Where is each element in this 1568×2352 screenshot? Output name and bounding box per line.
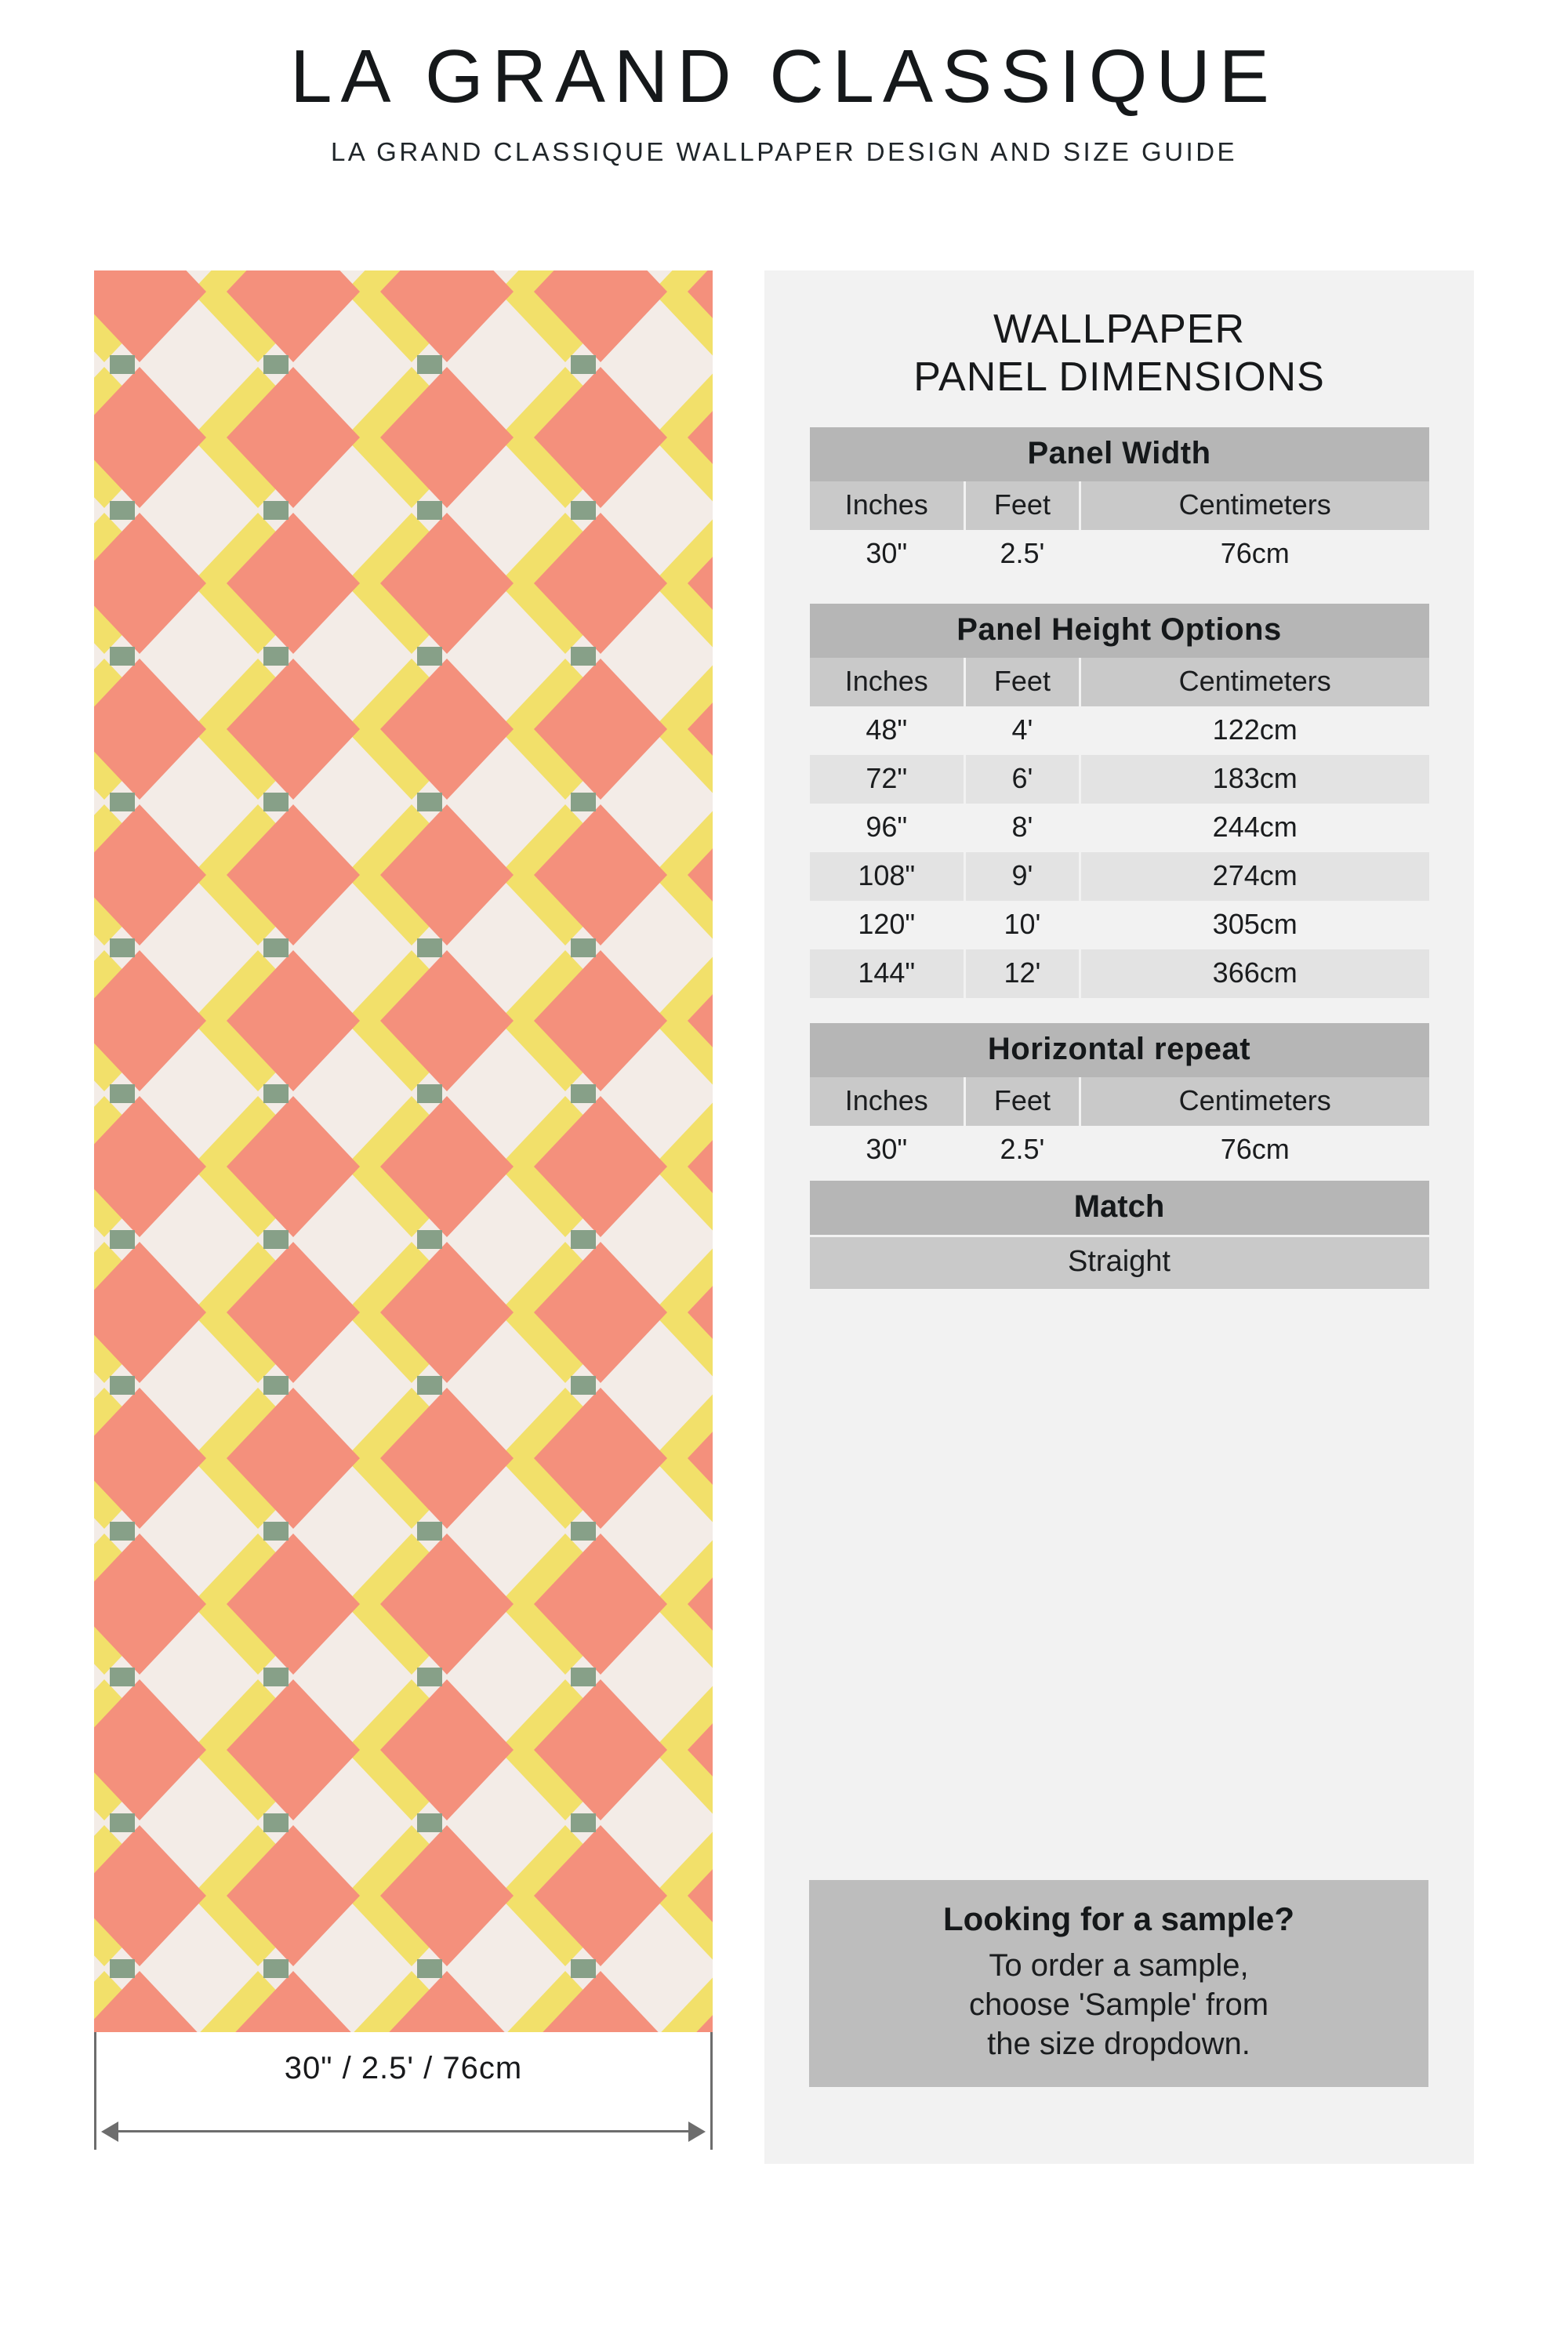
table-row <box>810 901 1429 949</box>
table-column-headers <box>810 658 1429 706</box>
swatch-width-dimension <box>94 2032 713 2150</box>
cell-inches: 48" <box>866 713 908 746</box>
table-row <box>810 949 1429 998</box>
column-header-feet: Feet <box>966 658 1079 706</box>
panel-width-table <box>810 427 1429 579</box>
match-heading: Match <box>810 1181 1429 1235</box>
column-header-feet: Feet <box>966 481 1079 530</box>
cell-feet: 9' <box>966 852 1079 901</box>
dimensions-info-panel <box>764 270 1474 2164</box>
cell-feet: 2.5' <box>1000 1132 1045 1165</box>
column-header-inches: Inches <box>810 481 964 530</box>
table-row <box>810 755 1429 804</box>
cell-inches: 72" <box>810 755 964 804</box>
cell-centimeters: 366cm <box>1081 949 1429 998</box>
cell-centimeters: 76cm <box>1220 1132 1290 1165</box>
cell-feet: 2.5' <box>1000 536 1045 569</box>
panel-width-heading: Panel Width <box>810 427 1429 481</box>
cell-inches: 30" <box>866 1132 908 1165</box>
wallpaper-pattern-preview <box>94 270 713 2032</box>
cell-inches: 120" <box>858 907 916 940</box>
arrow-left-icon <box>101 2122 118 2142</box>
table-row <box>810 706 1429 755</box>
cell-feet: 4' <box>1011 713 1033 746</box>
column-header-centimeters: Centimeters <box>1081 1077 1429 1126</box>
sample-text-line2: choose 'Sample' from <box>968 1987 1269 2022</box>
cell-centimeters: 244cm <box>1212 810 1298 843</box>
column-header-inches: Inches <box>810 1077 964 1126</box>
cell-centimeters: 76cm <box>1220 536 1290 569</box>
sample-title: Looking for a sample? <box>942 1900 1295 1937</box>
panel-height-heading: Panel Height Options <box>810 604 1429 658</box>
match-value: Straight <box>810 1237 1429 1289</box>
column-header-centimeters: Centimeters <box>1081 481 1429 530</box>
cell-centimeters: 274cm <box>1081 852 1429 901</box>
cell-inches: 108" <box>810 852 964 901</box>
match-table <box>810 1181 1429 1289</box>
table-column-headers <box>810 481 1429 530</box>
column-header-feet: Feet <box>966 1077 1079 1126</box>
cell-inches: 144" <box>810 949 964 998</box>
content-area <box>0 270 1568 2230</box>
cell-centimeters: 183cm <box>1081 755 1429 804</box>
horizontal-repeat-table <box>810 1023 1429 1174</box>
table-row <box>810 530 1429 579</box>
wallpaper-swatch-section <box>94 270 713 2150</box>
panel-height-table <box>810 604 1429 998</box>
horizontal-repeat-heading: Horizontal repeat <box>810 1023 1429 1077</box>
swatch-width-label: 30" / 2.5' / 76cm <box>284 2051 523 2085</box>
page-header <box>0 0 1568 167</box>
sample-info-box <box>809 1880 1428 2087</box>
table-row <box>810 804 1429 852</box>
cell-inches: 30" <box>866 536 908 569</box>
column-header-inches: Inches <box>810 658 964 706</box>
cell-feet: 12' <box>966 949 1079 998</box>
sample-text-line3: the size dropdown. <box>987 2027 1250 2061</box>
table-row <box>810 852 1429 901</box>
cell-centimeters: 122cm <box>1212 713 1298 746</box>
panel-heading <box>764 306 1474 402</box>
panel-heading-line2: PANEL DIMENSIONS <box>913 354 1325 401</box>
column-header-centimeters: Centimeters <box>1081 658 1429 706</box>
sample-text-line1: To order a sample, <box>989 1948 1249 1983</box>
dimension-line <box>104 2130 702 2132</box>
table-row <box>810 1126 1429 1174</box>
cell-feet: 6' <box>966 755 1079 804</box>
cell-centimeters: 305cm <box>1212 907 1298 940</box>
table-column-headers <box>810 1077 1429 1126</box>
arrow-right-icon <box>688 2122 706 2142</box>
cell-feet: 10' <box>1004 907 1041 940</box>
panel-heading-line1: WALLPAPER <box>993 307 1246 352</box>
page-subtitle: LA GRAND CLASSIQUE WALLPAPER DESIGN AND SIZE GUIDE <box>330 136 1238 166</box>
cell-feet: 8' <box>1011 810 1033 843</box>
cell-inches: 96" <box>866 810 908 843</box>
pattern-svg <box>94 270 713 2032</box>
page-title: LA GRAND CLASSIQUE <box>290 34 1278 118</box>
